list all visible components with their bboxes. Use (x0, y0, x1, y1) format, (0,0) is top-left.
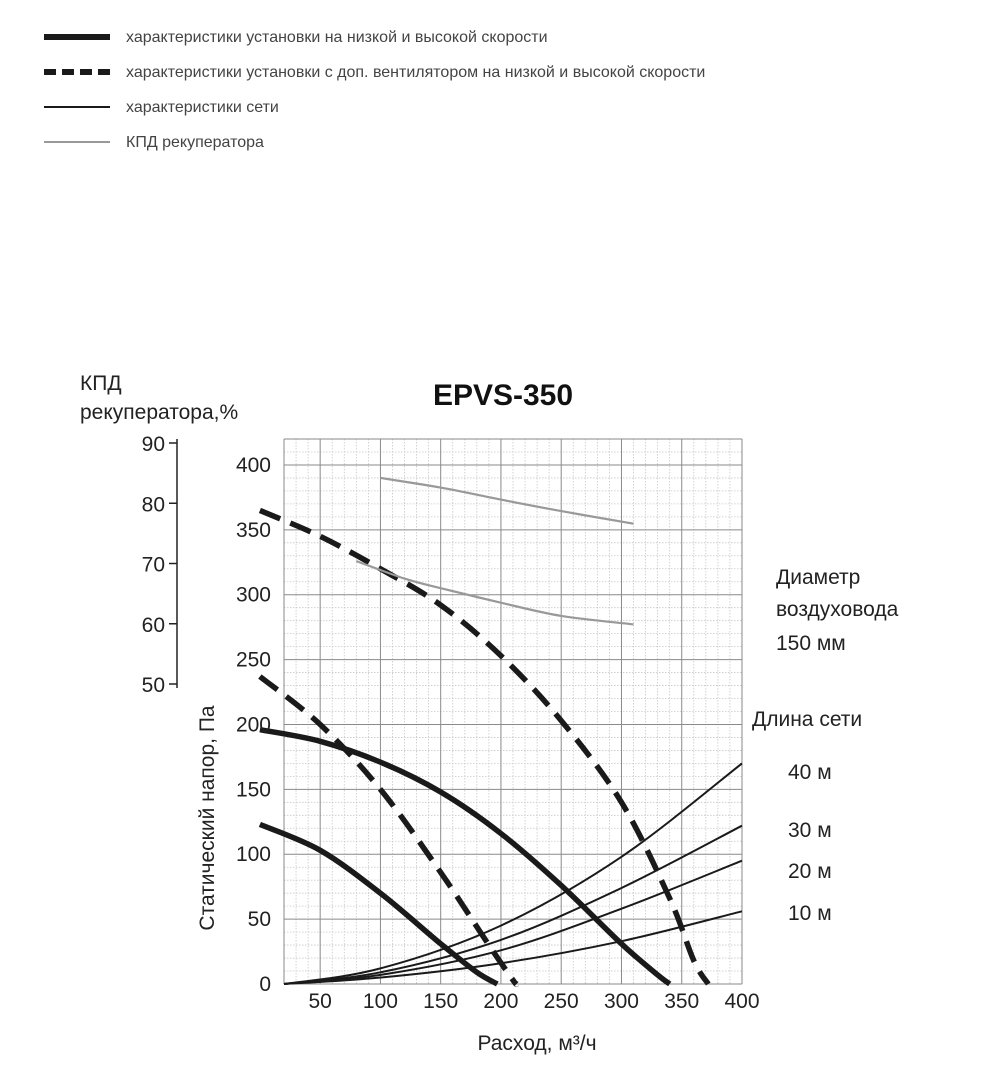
y2-tick-label: 50 (141, 674, 165, 697)
y2-tick-label: 70 (141, 553, 165, 577)
y2-axis-title-line1: КПД (80, 372, 122, 395)
y-tick-label: 50 (247, 908, 271, 932)
network-length-20: 20 м (788, 860, 832, 883)
grid-minor (284, 439, 742, 984)
y-tick-label: 400 (235, 453, 271, 477)
y-tick-label: 350 (235, 518, 271, 542)
y-tick-label: 250 (235, 648, 271, 672)
network-length-30: 30 м (788, 819, 832, 842)
legend-label: характеристики установки с доп. вентилятором на низкой и высокой скорости (126, 64, 706, 81)
y2-axis-title-line2: рекуператора,% (80, 401, 239, 424)
diameter-label-line2: воздуховода (776, 598, 899, 621)
x-tick-label: 150 (423, 990, 459, 1013)
y2-tick-label: 90 (141, 433, 165, 456)
x-tick-label: 350 (664, 990, 700, 1013)
x-axis-title: Расход, м³/ч (477, 1032, 597, 1055)
x-tick-label: 100 (362, 990, 398, 1013)
chart-title: EPVS-350 (432, 379, 574, 412)
x-tick-label: 50 (308, 990, 332, 1013)
x-tick-label: 300 (603, 990, 639, 1013)
x-tick-label: 400 (724, 990, 760, 1013)
x-tick-label: 250 (543, 990, 579, 1013)
y-tick-label: 150 (235, 778, 271, 802)
y2-tick-label: 80 (141, 493, 165, 517)
legend-label: характеристики сети (126, 99, 279, 116)
y-tick-label: 0 (259, 973, 271, 996)
diameter-label-line3: 150 мм (776, 632, 846, 655)
fan-extra-curve (260, 677, 517, 985)
network-length-40: 40 м (788, 761, 832, 784)
network-length-title: Длина сети (752, 708, 863, 731)
diameter-label-line1: Диаметр (776, 566, 861, 589)
network-length-10: 10 м (788, 902, 832, 925)
y-tick-label: 300 (235, 583, 271, 607)
y-tick-label: 200 (235, 713, 271, 737)
x-tick-label: 200 (483, 990, 519, 1013)
y2-tick-label: 60 (141, 613, 165, 637)
efficiency-curve (356, 561, 633, 624)
ticks (142, 433, 760, 1013)
y-tick-label: 100 (235, 843, 271, 867)
y-axis-title: Статический напор, Па (196, 705, 219, 931)
legend-label: КПД рекуператора (126, 134, 264, 151)
legend-label: характеристики установки на низкой и высокой скорости (126, 29, 548, 46)
